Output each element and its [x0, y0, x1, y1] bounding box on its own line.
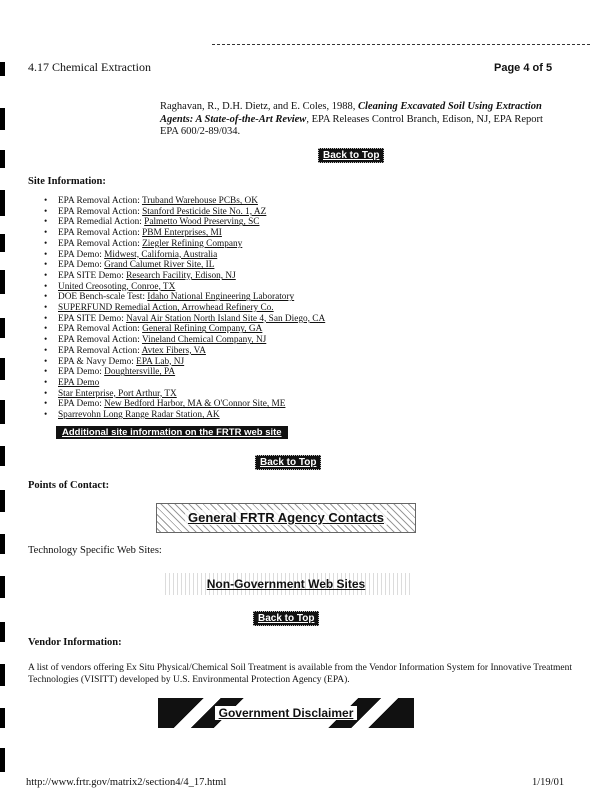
scan-edge-mark [0, 108, 5, 130]
site-info-list [44, 196, 374, 421]
site-item-prefix: EPA Removal Action: [58, 228, 143, 239]
site-list-item [44, 282, 374, 293]
site-item-prefix: EPA Removal Action: [58, 335, 142, 346]
back-to-top-button[interactable]: Back to Top [318, 148, 384, 163]
scan-edge-mark [0, 708, 5, 728]
scan-edge-mark [0, 270, 5, 294]
site-item-prefix: EPA Demo: [58, 399, 105, 410]
site-item-prefix: EPA Demo: [58, 367, 105, 378]
site-item-link[interactable]: Idaho National Engineering Laboratory [147, 292, 295, 303]
scan-edge-mark [0, 400, 5, 424]
site-list-item [44, 389, 374, 400]
scan-edge-mark [0, 190, 5, 216]
scan-edge-mark [0, 534, 5, 554]
site-item-link[interactable]: United Creosoting, Conroe, TX [58, 281, 176, 292]
site-list-item [44, 410, 374, 421]
bullet-icon: • [44, 303, 48, 314]
site-list-item [44, 271, 374, 282]
bullet-icon: • [44, 238, 48, 249]
site-item-link[interactable]: Avtex Fibers, VA [141, 345, 206, 356]
site-item-link[interactable]: Truband Warehouse PCBs, OK [141, 196, 258, 206]
scan-edge-mark [0, 62, 5, 76]
site-item-prefix: EPA Removal Action: [58, 324, 143, 335]
site-item-link[interactable]: Doughtersville, PA [104, 367, 176, 378]
scan-edge-mark [0, 490, 5, 512]
site-item-prefix: EPA Removal Action: [58, 345, 142, 356]
non-government-label: Non-Government Web Sites [206, 577, 366, 591]
agency-contacts-banner-link[interactable] [156, 503, 416, 533]
bullet-icon: • [44, 377, 48, 388]
site-item-link[interactable]: New Bedford Harbor, MA & O'Connor Site, ME [104, 399, 286, 410]
points-of-contact-heading: Points of Contact: [28, 480, 110, 491]
site-item-prefix: EPA Demo: [58, 249, 105, 260]
site-list-item [44, 324, 374, 335]
site-item-link[interactable]: Grand Calumet River Site, IL [104, 260, 215, 271]
agency-contacts-label: General FRTR Agency Contacts [185, 510, 387, 525]
site-list-item [44, 335, 374, 346]
site-item-link[interactable]: Research Facility, Edison, NJ [126, 270, 236, 281]
site-item-prefix: EPA Removal Action: [58, 238, 143, 249]
site-list-item [44, 196, 374, 207]
bullet-icon: • [44, 196, 48, 206]
bullet-icon: • [44, 324, 48, 335]
bullet-icon: • [44, 270, 48, 281]
site-item-prefix: EPA Remedial Action: [58, 217, 145, 228]
footer-url: http://www.frtr.gov/matrix2/section4/4_17.html [26, 777, 227, 788]
scan-edge-mark [0, 446, 5, 466]
government-disclaimer-label: Government Disclaimer [215, 706, 358, 720]
site-item-link[interactable]: EPA Lab, NJ [136, 356, 185, 367]
bullet-icon: • [44, 345, 48, 356]
site-item-link[interactable]: Vineland Chemical Company, NJ [141, 335, 267, 346]
bullet-icon: • [44, 388, 48, 399]
reference-title: Cleaning Excavated Soil Using Extraction Agents: A State-of-the-Art Review [160, 101, 542, 125]
reference-authors: Raghavan, R., D.H. Dietz, and E. Coles, 1988, [160, 101, 356, 112]
scan-edge-mark [0, 576, 5, 598]
site-item-link[interactable]: Stanford Pesticide Site No. 1, AZ [142, 206, 267, 217]
site-list-item [44, 292, 374, 303]
vendor-info-text: A list of vendors offering Ex Situ Physical/Chemical Soil Treatment is available from the Vendor Information System for Innovative Treatment Technologies (VISITT) developed by U.S. Environmental Protection Agency (EPA). [28, 663, 572, 685]
bullet-icon: • [44, 367, 48, 378]
back-to-top-button[interactable]: Back to Top [253, 611, 319, 626]
site-item-prefix: EPA SITE Demo: [58, 270, 127, 281]
site-item-prefix: DOE Bench-scale Test: [58, 292, 148, 303]
scan-edge-mark [0, 748, 5, 772]
bullet-icon: • [44, 260, 48, 271]
additional-site-info-link[interactable]: Additional site information on the FRTR web site [56, 426, 288, 439]
site-item-link[interactable]: SUPERFUND Remedial Action, Arrowhead Refinery Co. [58, 303, 274, 314]
site-list-item [44, 260, 374, 271]
site-list-item [44, 346, 374, 357]
site-item-link[interactable]: Palmetto Wood Preserving, SC [144, 217, 260, 228]
site-item-link[interactable]: EPA Demo [58, 377, 100, 388]
government-disclaimer-link[interactable] [158, 698, 414, 728]
bullet-icon: • [44, 281, 48, 292]
site-item-link[interactable]: Sparrevohn Long Range Radar Station, AK [58, 410, 220, 421]
scan-edge-mark [0, 664, 5, 686]
vendor-info-heading: Vendor Information: [28, 637, 122, 648]
bullet-icon: • [44, 335, 48, 346]
scan-edge-mark [0, 358, 5, 380]
scan-edge-mark [0, 234, 5, 252]
reference-citation [160, 101, 545, 139]
site-list-item [44, 303, 374, 314]
non-government-web-sites-link[interactable] [162, 573, 410, 595]
site-item-prefix: EPA Removal Action: [58, 196, 142, 206]
reference-source: , EPA Releases Control Branch, Edison, NJ, EPA Report EPA 600/2-89/034. [160, 113, 543, 137]
bullet-icon: • [44, 292, 48, 303]
site-item-link[interactable]: General Refining Company, GA [142, 324, 263, 335]
site-item-link[interactable]: Naval Air Station North Island Site 4, San Diego, CA [126, 313, 326, 324]
scan-edge-mark [0, 622, 5, 642]
site-item-prefix: EPA Demo: [58, 260, 105, 271]
page-section-title: 4.17 Chemical Extraction [28, 60, 151, 74]
site-list-item [44, 207, 374, 218]
site-list-item [44, 314, 374, 325]
site-list-item [44, 217, 374, 228]
bullet-icon: • [44, 206, 48, 217]
site-item-prefix: EPA Removal Action: [58, 206, 143, 217]
bullet-icon: • [44, 356, 48, 367]
page-number: Page 4 of 5 [494, 62, 553, 74]
site-item-prefix: EPA SITE Demo: [58, 313, 127, 324]
site-item-link[interactable]: PBM Enterprises, MI [142, 228, 222, 239]
bullet-icon: • [44, 410, 48, 421]
bullet-icon: • [44, 249, 48, 260]
site-item-prefix: EPA & Navy Demo: [58, 356, 137, 367]
scan-edge-mark [0, 318, 5, 338]
header-rule [212, 44, 590, 45]
bullet-icon: • [44, 399, 48, 410]
site-list-item [44, 378, 374, 389]
site-list-item [44, 357, 374, 368]
bullet-icon: • [44, 228, 48, 239]
site-list-item [44, 399, 374, 410]
site-item-link[interactable]: Midwest, California, Australia [104, 249, 218, 260]
bullet-icon: • [44, 313, 48, 324]
bullet-icon: • [44, 217, 48, 228]
site-list-item [44, 367, 374, 378]
site-list-item [44, 239, 374, 250]
site-list-item [44, 228, 374, 239]
site-item-link[interactable]: Ziegler Refining Company [142, 238, 243, 249]
scan-edge-mark [0, 150, 5, 168]
web-sites-heading: Technology Specific Web Sites: [28, 545, 162, 556]
site-item-link[interactable]: Star Enterprise, Port Arthur, TX [58, 388, 177, 399]
back-to-top-button[interactable]: Back to Top [255, 455, 321, 470]
site-info-heading: Site Information: [28, 176, 106, 187]
site-list-item [44, 250, 374, 261]
footer-date: 1/19/01 [532, 777, 565, 788]
